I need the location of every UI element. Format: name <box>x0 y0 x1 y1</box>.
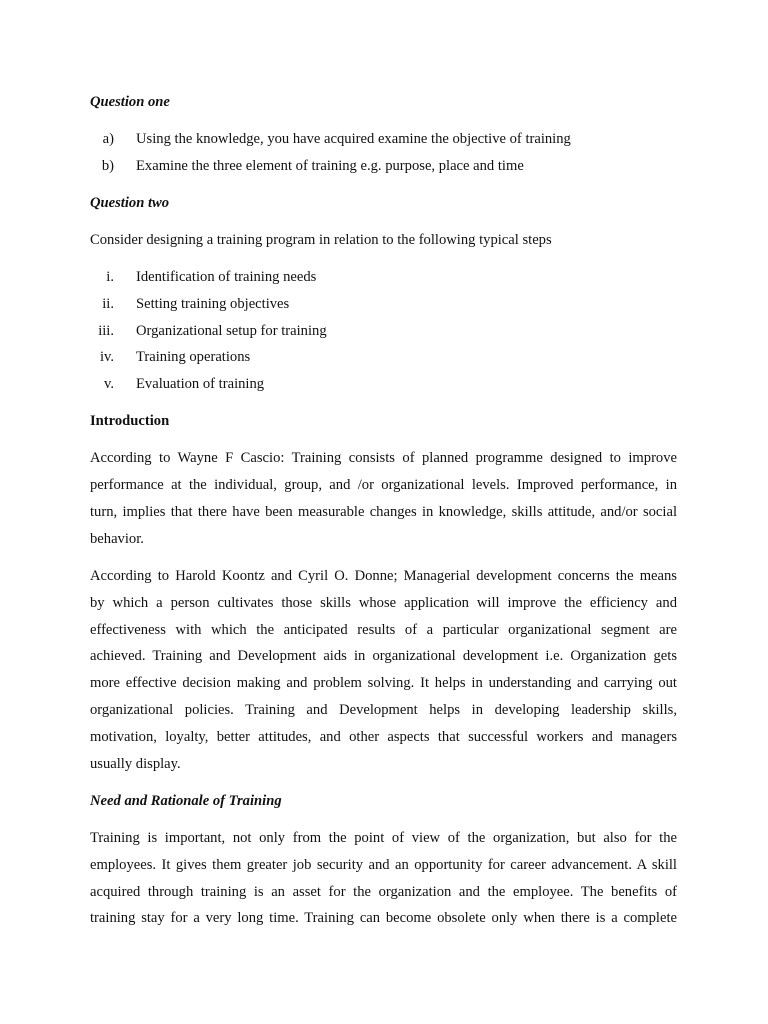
list-item: Training operations <box>136 349 251 365</box>
text-line: performance at the individual, group, and /or organizational levels. Improved performance, in <box>90 477 677 493</box>
question-one-heading: Question one <box>90 94 170 110</box>
text-line: by which a person cultivates those skills whose application will improve the efficiency and <box>90 595 677 611</box>
list-item: Using the knowledge, you have acquired examine the objective of training <box>136 131 571 147</box>
text-line: achieved. Training and Development aids in organizational development i.e. Organization gets <box>90 648 677 664</box>
text-line: According to Harold Koontz and Cyril O. Donne; Managerial development concerns the means <box>90 568 677 584</box>
list-item: Evaluation of training <box>136 376 265 392</box>
list-item: Setting training objectives <box>136 296 290 312</box>
text-line: According to Wayne F Cascio: Training consists of planned programme designed to improve <box>90 450 677 466</box>
introduction-heading: Introduction <box>90 413 170 429</box>
text-line: Training is important, not only from the point of view of the organization, but also for the <box>90 830 677 846</box>
list-item: Identification of training needs <box>136 269 317 285</box>
text-line: turn, implies that there have been measurable changes in knowledge, skills attitude, and/or social <box>90 504 677 520</box>
list-marker: b) <box>101 158 114 174</box>
list-marker: i. <box>106 269 114 285</box>
list-marker: v. <box>104 376 114 392</box>
text-line: training stay for a very long time. Training can become obsolete only when there is a complete <box>90 910 677 926</box>
list-item: Examine the three element of training e.g. purpose, place and time <box>136 158 524 174</box>
list-item: Organizational setup for training <box>136 323 327 339</box>
question-two-intro: Consider designing a training program in relation to the following typical steps <box>90 232 552 248</box>
text-line: motivation, loyalty, better attitudes, and other aspects that successful workers and managers <box>90 729 677 745</box>
text-line: organizational policies. Training and Development helps in developing leadership skills, <box>90 702 677 718</box>
text-line: employees. It gives them greater job security and an opportunity for career advancement. A skill <box>90 857 677 873</box>
list-marker: ii. <box>102 296 114 312</box>
list-marker: iii. <box>98 323 114 339</box>
text-line: usually display. <box>90 756 181 772</box>
list-marker: iv. <box>99 349 114 365</box>
list-marker: a) <box>102 131 114 147</box>
text-line: more effective decision making and problem solving. It helps in understanding and carrying out <box>90 675 677 691</box>
text-line: effectiveness with which the anticipated results of a particular organizational segment are <box>90 622 677 638</box>
text-line: acquired through training is an asset for the organization and the employee. The benefits of <box>90 884 677 900</box>
text-line: behavior. <box>90 531 144 547</box>
question-two-heading: Question two <box>90 195 170 211</box>
need-rationale-heading: Need and Rationale of Training <box>90 793 282 809</box>
